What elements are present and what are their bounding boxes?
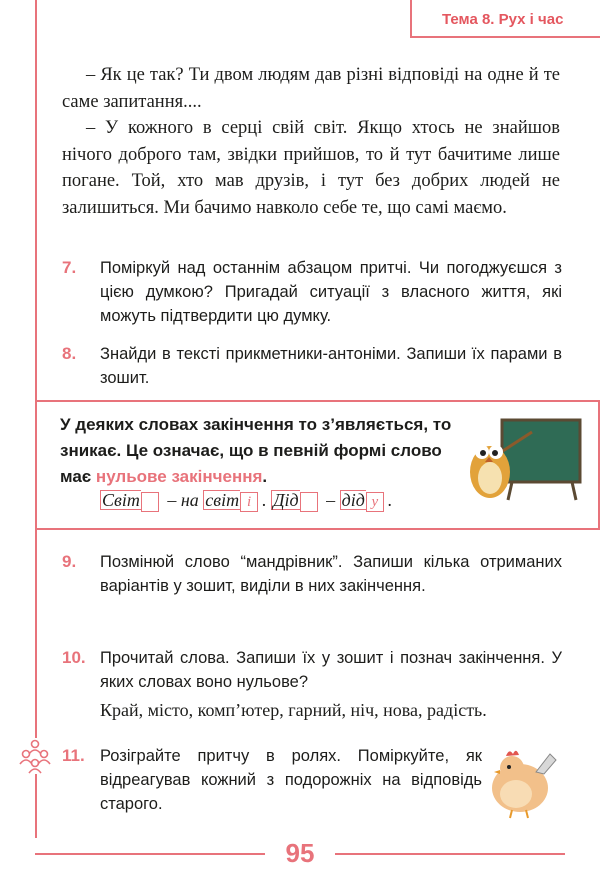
topic-header: [410, 0, 600, 38]
left-margin-line: [35, 0, 37, 838]
task-number: 11.: [62, 746, 85, 765]
owl-teacher-illustration: [462, 412, 582, 502]
rule-text-after: .: [262, 467, 268, 486]
task-number: 7.: [62, 258, 77, 277]
rule-text: [60, 412, 460, 490]
example-separator: –: [321, 490, 340, 510]
chicken-illustration: [482, 738, 562, 820]
story-paragraph: – У кожного в серці свій світ. Якщо хтось не знайшов нічого доброго там, звідки прийшов, то й тут бачитиме лише погане. Той, хто мав друзів, і тут без добрих людей не залишиться. Ми бачимо навколо себе те, що самі маємо.: [62, 118, 560, 218]
footer-line-left: [35, 853, 265, 855]
example-ending: і: [240, 492, 258, 512]
rule-highlight: нульове закінчення: [95, 467, 263, 486]
example-ending-empty: [141, 492, 159, 512]
task-8: [62, 342, 562, 390]
rule-box-top-line: [35, 400, 600, 402]
example-word: Дід: [273, 490, 299, 510]
task-number: 10.: [62, 648, 86, 667]
example-ending-empty: [300, 492, 318, 512]
rule-text-before: У деяких словах закінчення то з’являється, то зникає. Це означає, що в певній формі слово має: [60, 415, 452, 486]
story-paragraph: – Як це так? Ти двом людям дав різні відповіді на одне й те саме запитання....: [62, 65, 560, 112]
example-word: дід: [341, 490, 365, 510]
example-word: світ: [205, 490, 240, 510]
task-11: [62, 744, 482, 816]
task-9: [62, 550, 562, 598]
task-number: 9.: [62, 552, 77, 571]
task-text: Знайди в тексті прикметники-антоніми. Запиши їх парами в зошит.: [100, 345, 562, 387]
word-list: Край, місто, комп’ютер, гарний, ніч, нова, радість.: [100, 700, 487, 720]
topic-title: Тема 8. Рух і час: [442, 11, 564, 28]
task-text: Позмінюй слово “мандрівник”. Запиши кілька отриманих варіантів у зошит, виділи в них закінчення.: [100, 553, 562, 595]
page-number: 95: [285, 838, 315, 868]
rule-examples: [100, 490, 392, 512]
example-word: Світ: [102, 490, 140, 510]
task-10: [62, 646, 562, 694]
example-ending: у: [366, 492, 384, 512]
task-text: Поміркуй над останнім абзацом притчі. Чи погоджуєшся з цією думкою? Пригадай ситуації з власного життя, які можуть підтвердити цю думку.: [100, 259, 562, 325]
story-text: [62, 62, 560, 221]
task-7: [62, 256, 562, 328]
example-separator: .: [262, 490, 272, 510]
example-end: .: [387, 490, 393, 510]
group-work-icon: [17, 738, 53, 774]
rule-box-bottom-line: [35, 528, 600, 530]
example-separator: – на: [162, 490, 204, 510]
task-text: Розіграйте притчу в ролях. Поміркуйте, як відреагував кожний з подорожніх на відповідь старого.: [100, 747, 482, 813]
footer-line-right: [335, 853, 565, 855]
task-text: Прочитай слова. Запиши їх у зошит і познач закінчення. У яких словах воно нульове?: [100, 649, 562, 691]
task-number: 8.: [62, 344, 77, 363]
